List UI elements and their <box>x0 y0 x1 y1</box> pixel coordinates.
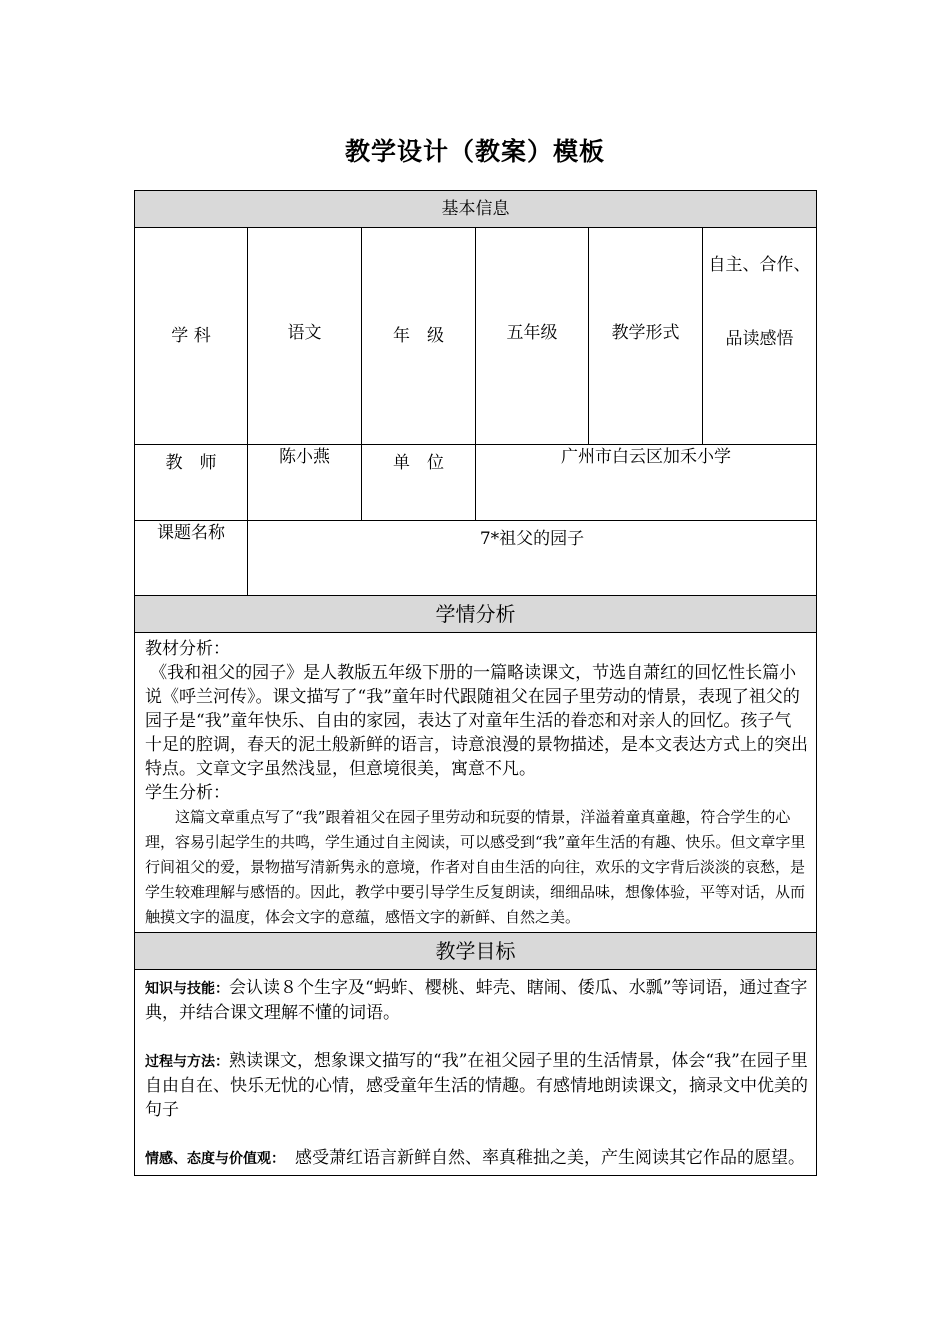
material-text: 《我和祖父的园子》是人教版五年级下册的一篇略读课文，节选自萧红的回忆性长篇小说《呼兰河传》。课文描写了“我”童年时代跟随祖父在园子里劳动的情景，表现了祖父的园子是“我”童年快乐、自由的家园，表达了对童年生活的眷恋和对亲人的回忆。孩子气十足的腔调，春天的泥土般新鲜的语言，诗意浪漫的景物描述，是本文表达方式上的突出特点。文章文字虽然浅显，但意境很美，寓意不凡。 <box>145 663 808 779</box>
subject-value <box>248 228 362 445</box>
page-title: 教学设计（教案）模板 <box>344 137 605 166</box>
analysis-header: 学情分析 <box>135 596 817 633</box>
teacher-row <box>135 445 817 521</box>
goals-row <box>135 970 817 1176</box>
material-heading: 教材分析： <box>145 639 230 659</box>
goals-header-row <box>135 933 817 970</box>
form-label <box>589 228 703 445</box>
subject-label: 学 科 <box>135 228 248 445</box>
unit-label: 单 位 <box>362 445 476 521</box>
knowledge-goal <box>145 976 808 1025</box>
subject-value-text: 语文 <box>287 323 322 343</box>
process-goal <box>145 1049 808 1122</box>
student-heading: 学生分析： <box>145 783 230 803</box>
process-label: 过程与方法： <box>145 1054 229 1070</box>
unit-value: 广州市白云区加禾小学 <box>476 445 817 521</box>
student-text: 这篇文章重点写了“我”跟着祖父在园子里劳动和玩耍的情景，洋溢着童真童趣，符合学生的心理，容易引起学生的共鸣，学生通过自主阅读，可以感受到“我”童年生活的有趣、快乐。但文章字里行间祖父的爱，景物描写清新隽永的意境，作者对自由生活的向往，欢乐的文字背后淡淡的哀愁，是学生较难理解与感悟的。因此，教学中要引导学生反复朗读，细细品味，想像体验，平等对话，从而触摸文字的温度，体会文字的意蕴，感悟文字的新鲜、自然之美。 <box>145 808 806 926</box>
knowledge-label: 知识与技能： <box>145 981 229 997</box>
topic-row <box>135 521 817 596</box>
emotion-goal <box>145 1146 808 1171</box>
emotion-text: 感受萧红语言新鲜自然、率真稚拙之美，产生阅读其它作品的愿望。 <box>278 1148 805 1168</box>
grade-value <box>476 228 589 445</box>
knowledge-text: 会认读８个生字及“蚂蚱、樱桃、蚌壳、瞎闹、倭瓜、水瓢”等词语，通过查字典，并结合课文理解不懂的词语。 <box>145 978 808 1023</box>
goals-content <box>135 970 817 1176</box>
analysis-header-row <box>135 596 817 633</box>
grade-label: 年 级 <box>362 228 476 445</box>
basic-info-header: 基本信息 <box>135 191 817 228</box>
topic-value: 7*祖父的园子 <box>248 521 817 596</box>
basic-info-header-row <box>135 191 817 228</box>
process-text: 熟读课文，想象课文描写的“我”在祖父园子里的生活情景，体会“我”在园子里自由自在、快乐无忧的心情，感受童年生活的情趣。有感情地朗读课文，摘录文中优美的句子 <box>145 1051 808 1120</box>
grade-value-text: 五年级 <box>506 323 558 343</box>
topic-label: 课题名称 <box>135 521 248 596</box>
emotion-label: 情感、态度与价值观： <box>145 1151 278 1167</box>
analysis-row <box>135 633 817 933</box>
analysis-content <box>135 633 817 933</box>
basic-info-row <box>135 228 817 445</box>
lesson-plan-table <box>134 190 817 1176</box>
teacher-value: 陈小燕 <box>248 445 362 521</box>
form-label-text: 教学形式 <box>611 323 680 343</box>
form-value: 自主、合作、品读感悟 <box>703 228 817 445</box>
teacher-label: 教 师 <box>135 445 248 521</box>
goals-header: 教学目标 <box>135 933 817 970</box>
